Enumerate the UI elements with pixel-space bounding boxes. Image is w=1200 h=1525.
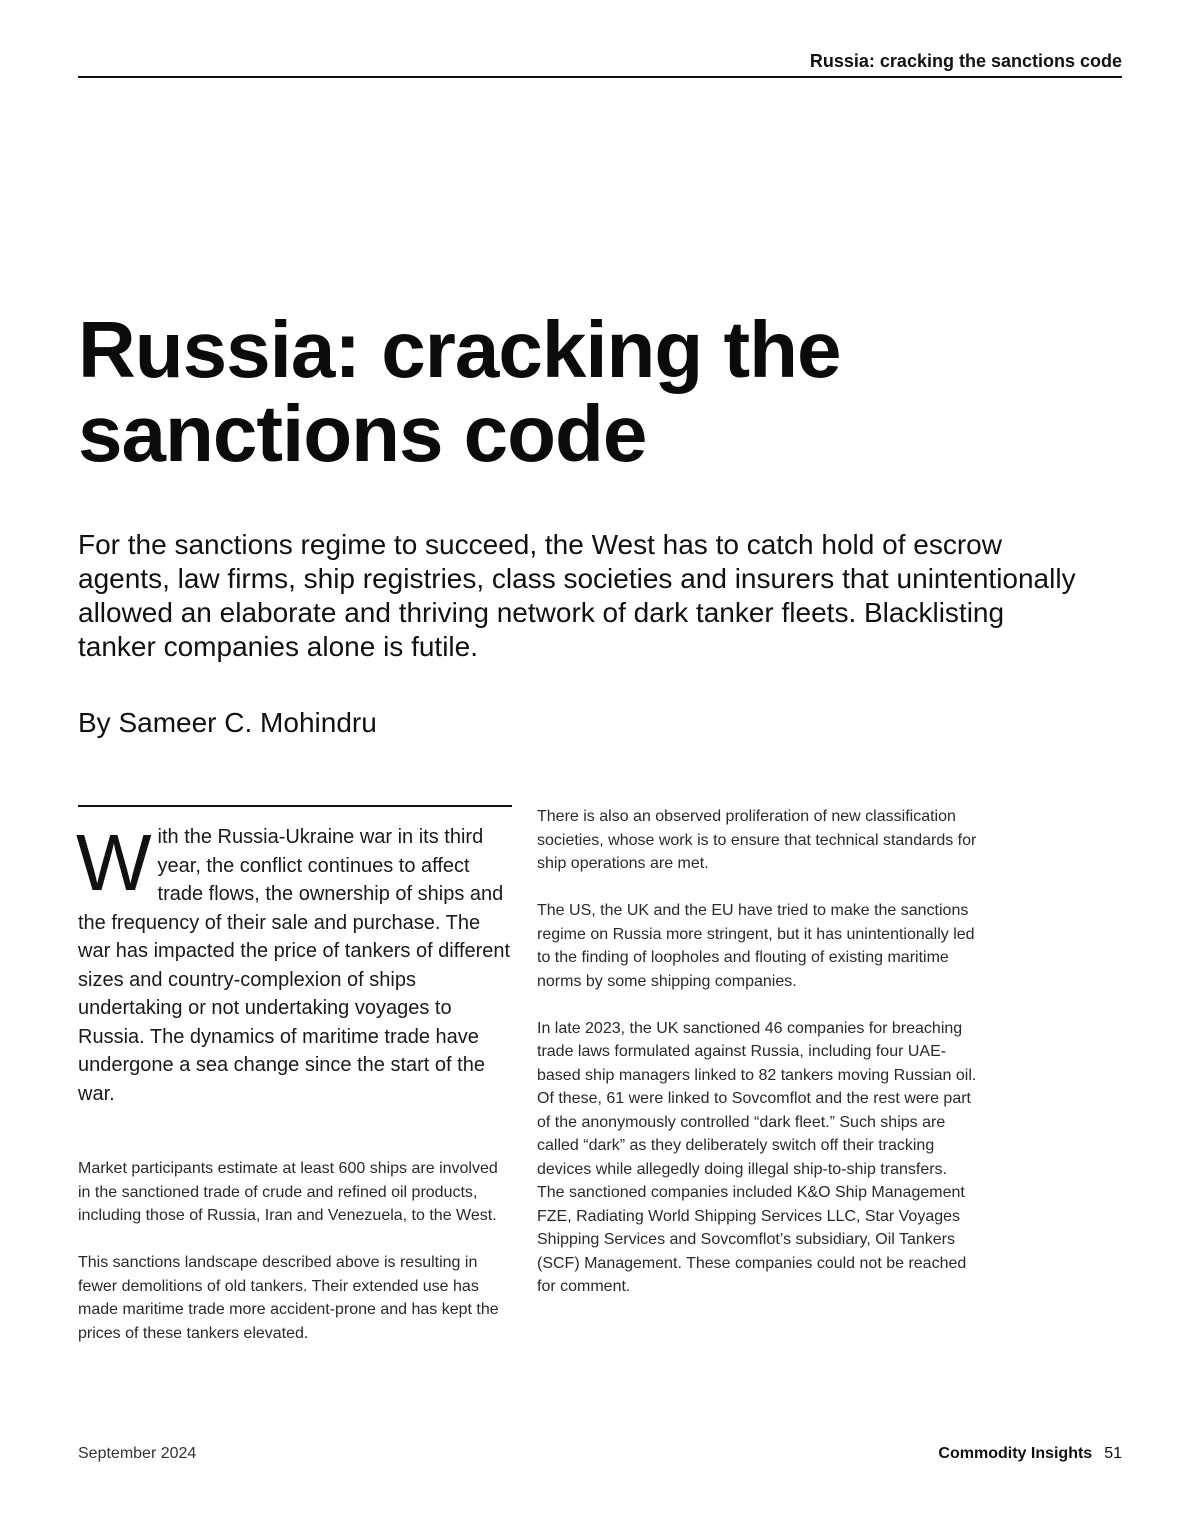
page-number: 51: [1104, 1445, 1122, 1462]
right-column-body: [537, 805, 977, 1322]
article-standfirst: For the sanctions regime to succeed, the West has to catch hold of escrow agents, law firms, ship registries, class societies and insurers that unintentionally allowed an elaborate and thriving network of dark tanker fleets. Blacklisting tanker companies alone is futile.: [78, 529, 1076, 662]
lead-paragraph: [76, 818, 514, 1108]
running-header-title: Russia: cracking the sanctions code: [809, 51, 1122, 71]
body-paragraph: This sanctions landscape described above is resulting in fewer demolitions of old tankers. Their extended use has made maritime trade more accident-prone and has kept the prices of these tankers elevated.: [78, 1254, 499, 1342]
article-byline: By Sameer C. Mohindru: [78, 707, 377, 738]
header-divider: [78, 76, 1122, 78]
publication-name: Commodity Insights: [938, 1445, 1093, 1462]
article-title: Russia: cracking the sanctions code: [78, 305, 841, 478]
footer-date: September 2024: [78, 1445, 197, 1462]
footer-publication-info: [938, 1443, 1122, 1465]
body-paragraph: Market participants estimate at least 600 ships are involved in the sanctioned trade of crude and refined oil products, including those of Russia, Iran and Venezuela, to the West.: [78, 1160, 498, 1224]
body-paragraph: In late 2023, the UK sanctioned 46 companies for breaching trade laws formulated against Russia, including four UAE-based ship managers linked to 82 tankers moving Russian oil. Of these, 61 were linked to Sovcomflot and the rest were part of the anonymously controlled “dark fleet.” Such ships are called “dark” as they deliberately switch off their tracking devices while allegedly doing illegal ship-to-ship transfers. The sanctioned companies included K&O Ship Management FZE, Radiating World Shipping Services LLC, Star Voyages Shipping Services and Sovcomflot’s subsidiary, Oil Tankers (SCF) Management. These companies could not be reached for comment.: [537, 1019, 977, 1295]
lead-paragraph-text: ith the Russia-Ukraine war in its third year, the conflict continues to affect trade flows, the ownership of ships and the frequency of their sale and purchase. The war has impacted the price of tankers of different sizes and country-complexion of ships undertaking or not undertaking voyages to Russia. The dynamics of maritime trade have undergone a sea change since the start of the war.: [78, 826, 511, 1105]
drop-cap: W: [76, 818, 152, 907]
left-column-body: [78, 1157, 514, 1369]
column-divider: [78, 805, 512, 807]
body-paragraph: The US, the UK and the EU have tried to make the sanctions regime on Russia more stringent, but it has unintentionally led to the finding of loopholes and flouting of existing maritime norms by some shipping companies.: [537, 902, 975, 990]
body-paragraph: There is also an observed proliferation of new classification societies, whose work is to ensure that technical standards for ship operations are met.: [537, 808, 977, 872]
